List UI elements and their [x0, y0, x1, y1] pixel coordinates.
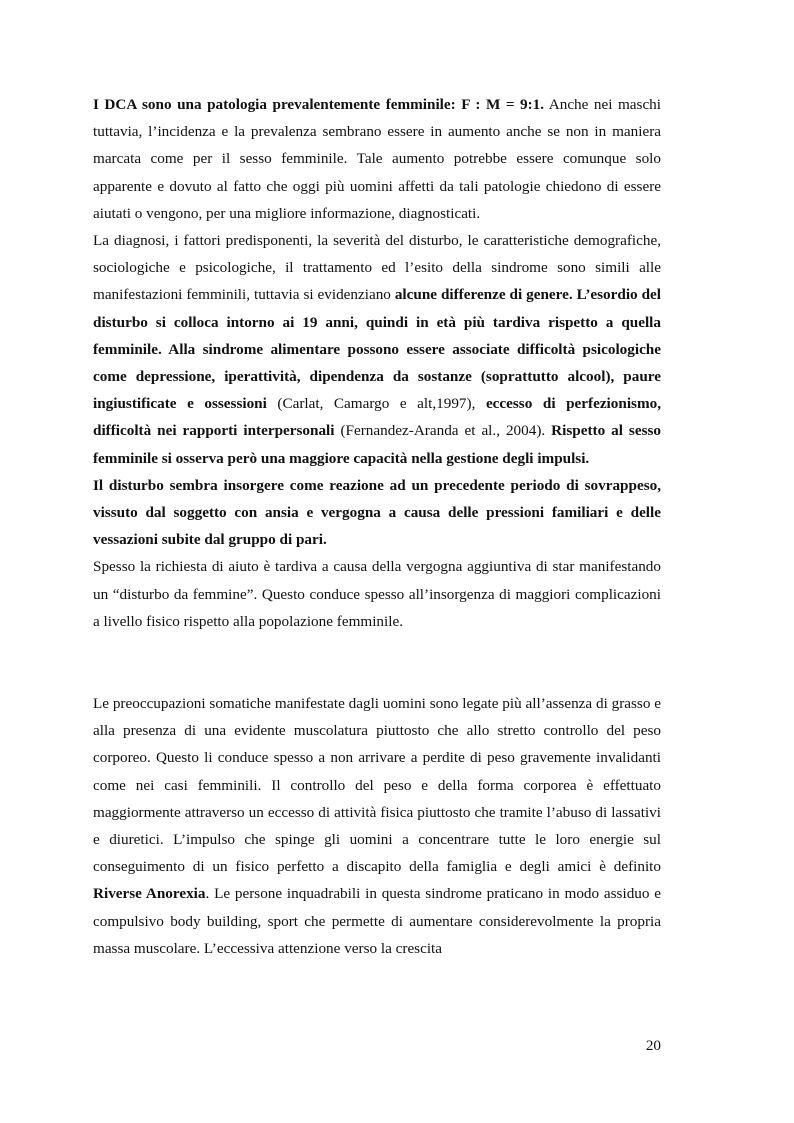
paragraph-onset	[93, 472, 661, 554]
section-gap	[93, 635, 661, 690]
body-text: Anche nei maschi tuttavia, l’incidenza e la prevalenza sembrano essere in aumento anche se non in maniera marcata come per il sesso femminile. Tale aumento potrebbe essere comunque solo apparente e dovuto al fatto che oggi più uomini affetti da tali patologie chiedono di essere aiutati o vengono, per una migliore informazione, diagnosticati.	[93, 96, 661, 222]
bold-text: alcune differenze di genere. L’esordio del disturbo si colloca intorno ai 19 anni, quindi in età più tardiva rispetto a quella femminile. Alla sindrome alimentare possono essere associate difficoltà psicologiche come depressione, iperattività, dipendenza da sostanze (soprattutto alcool), paure ingiustificate e ossessioni	[93, 286, 661, 413]
paragraph-somatic-concerns	[93, 690, 661, 962]
paragraph-help-request	[93, 553, 661, 635]
bold-text: eccesso di perfezionismo, difficoltà nei rapporti interpersonali	[93, 395, 661, 440]
citation-text: (Fernandez-Aranda et al., 2004).	[334, 422, 552, 440]
body-text: . Le persone inquadrabili in questa sindrome praticano in modo assiduo e compulsivo body building, sport che permette di aumentare considerevolmente la propria massa muscolare. L’eccessiva attenzione verso la crescita	[93, 885, 662, 957]
citation-text: (Carlat, Camargo e alt,1997),	[266, 395, 486, 413]
paragraph-gender-differences	[93, 227, 661, 472]
body-text: La diagnosi, i fattori predisponenti, la severità del disturbo, le caratteristiche demografiche, sociologiche e psicologiche, il trattamento ed l’esito della sindrome sono simili alle manifestazioni femminili, tuttavia si evidenziano	[93, 232, 661, 304]
paragraph-prevalence	[93, 91, 661, 227]
bold-text: Il disturbo sembra insorgere come reazione ad un precedente periodo di sovrappeso, vissuto dal soggetto con ansia e vergogna a causa delle pressioni familiari e delle vessazioni subite dal gruppo di pari.	[93, 476, 661, 549]
page-number: 20	[645, 1037, 661, 1054]
bold-text: I DCA sono una patologia prevalentemente femminile: F : M = 9:1.	[93, 96, 545, 113]
body-text: Spesso la richiesta di aiuto è tardiva a causa della vergogna aggiuntiva di star manifestando un “disturbo da femmine”. Questo conduce spesso all’insorgenza di maggiori complicazioni a livello fisico rispetto alla popolazione femminile.	[93, 558, 661, 630]
bold-term: Riverse Anorexia	[93, 885, 206, 903]
bold-text: Rispetto al sesso femminile si osserva però una maggiore capacità nella gestione degli impulsi.	[93, 422, 661, 467]
page-body	[93, 91, 661, 962]
body-text: Le preoccupazioni somatiche manifestate dagli uomini sono legate più all’assenza di grasso e alla presenza di una evidente muscolatura piuttosto che allo stretto controllo del peso corporeo. Questo li conduce spesso a non arrivare a perdite di peso gravemente invalidanti come nei casi femminili. Il controllo del peso e della forma corporea è effettuato maggiormente attraverso un eccesso di attività fisica piuttosto che tramite l’abuso di lassativi e diuretici. L’impulso che spinge gli uomini a concentrare tutte le loro energie sul conseguimento di un fisico perfetto a discapito della famiglia e degli amici è definito	[93, 695, 661, 876]
